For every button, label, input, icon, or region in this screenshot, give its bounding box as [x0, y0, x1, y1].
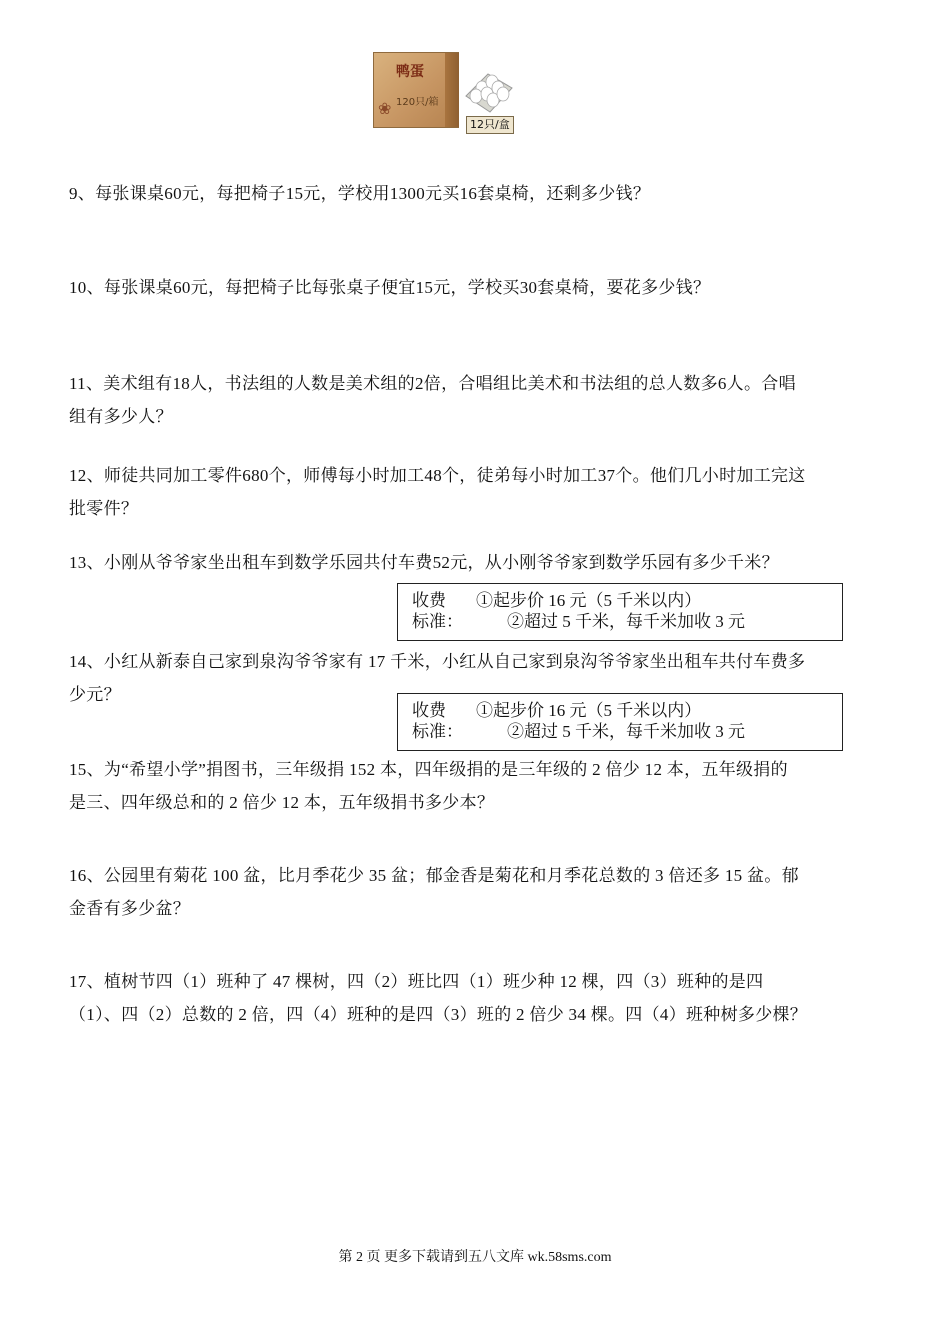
- fee-label-bottom: 标准：: [412, 722, 463, 741]
- fee-label-top: 收费: [412, 701, 446, 720]
- fee-rule-2: ②超过 5 千米，每千米加收 3 元: [507, 722, 745, 741]
- fee-label-top: 收费: [412, 591, 446, 610]
- question-line: 组有多少人？: [69, 407, 173, 426]
- fee-rule-1: ①起步价 16 元（5 千米以内）: [476, 591, 702, 610]
- egg-tray-image: [462, 66, 514, 116]
- question-15: [69, 753, 788, 819]
- fee-row: [412, 721, 842, 742]
- question-line: 12、师徒共同加工零件680个，师傅每小时加工48个，徒弟每小时加工37个。他们几小时加工完这: [69, 466, 806, 485]
- fee-label-bottom: 标准：: [412, 612, 463, 631]
- question-9: [69, 177, 650, 210]
- fee-rule-1: ①起步价 16 元（5 千米以内）: [476, 701, 702, 720]
- duck-egg-box-image: [373, 52, 459, 128]
- question-line: 金香有多少盆？: [69, 899, 191, 918]
- question-line: 是三、四年级总和的 2 倍少 12 本，五年级捐书多少本？: [69, 793, 495, 812]
- box-side-shading: [445, 53, 459, 127]
- question-17: [69, 965, 807, 1031]
- question-line: 17、植树节四（1）班种了 47 棵树，四（2）班比四（1）班少种 12 棵，四（3）班种的是四: [69, 972, 764, 991]
- fee-row: [412, 700, 842, 721]
- egg-tray-label: 12只/盒: [466, 116, 514, 134]
- question-line: 11、美术组有18人，书法组的人数是美术组的2倍，合唱组比美术和书法组的总人数多6人。合唱: [69, 374, 796, 393]
- question-line: 10、每张课桌60元，每把椅子比每张桌子便宜15元，学校买30套桌椅，要花多少钱？: [69, 278, 711, 297]
- question-line: （1）、四（2）总数的 2 倍，四（4）班种的是四（3）班的 2 倍少 34 棵。四（4）班种树多少棵？: [69, 1005, 808, 1024]
- question-line: 16、公园里有菊花 100 盆，比月季花少 35 盆；郁金香是菊花和月季花总数的 3 倍还多 15 盆。郁: [69, 866, 799, 885]
- question-13: [69, 546, 779, 579]
- question-line: 少元？: [69, 685, 121, 704]
- question-line: 14、小红从新泰自己家到泉沟爷爷家有 17 千米，小红从自己家到泉沟爷爷家坐出租车共付车费多: [69, 652, 806, 671]
- flower-decoration-icon: ❀: [378, 101, 392, 118]
- page-footer: [0, 1246, 950, 1266]
- question-line: 批零件？: [69, 499, 139, 518]
- footer-text: 第 2 页 更多下载请到五八文库 wk.58sms.com: [338, 1250, 612, 1265]
- fee-rule-2: ②超过 5 千米，每千米加收 3 元: [507, 612, 745, 631]
- duck-box-title: 鸭蛋: [396, 64, 424, 80]
- question-11: [69, 367, 796, 433]
- question-16: [69, 859, 799, 925]
- question-line: 9、每张课桌60元，每把椅子15元，学校用1300元买16套桌椅，还剩多少钱？: [69, 184, 651, 203]
- fee-row: [412, 590, 842, 611]
- duck-box-caption: 120只/箱: [396, 97, 439, 108]
- question-line: 13、小刚从爷爷家坐出租车到数学乐园共付车费52元，从小刚爷爷家到数学乐园有多少千米？: [69, 553, 779, 572]
- question-line: 15、为“希望小学”捐图书，三年级捐 152 本，四年级捐的是三年级的 2 倍少 12 本，五年级捐的: [69, 760, 788, 779]
- question-12: [69, 459, 806, 525]
- fee-row: [412, 611, 842, 632]
- question-10: [69, 271, 710, 304]
- taxi-fee-box: [397, 693, 843, 751]
- taxi-fee-box: [397, 583, 843, 641]
